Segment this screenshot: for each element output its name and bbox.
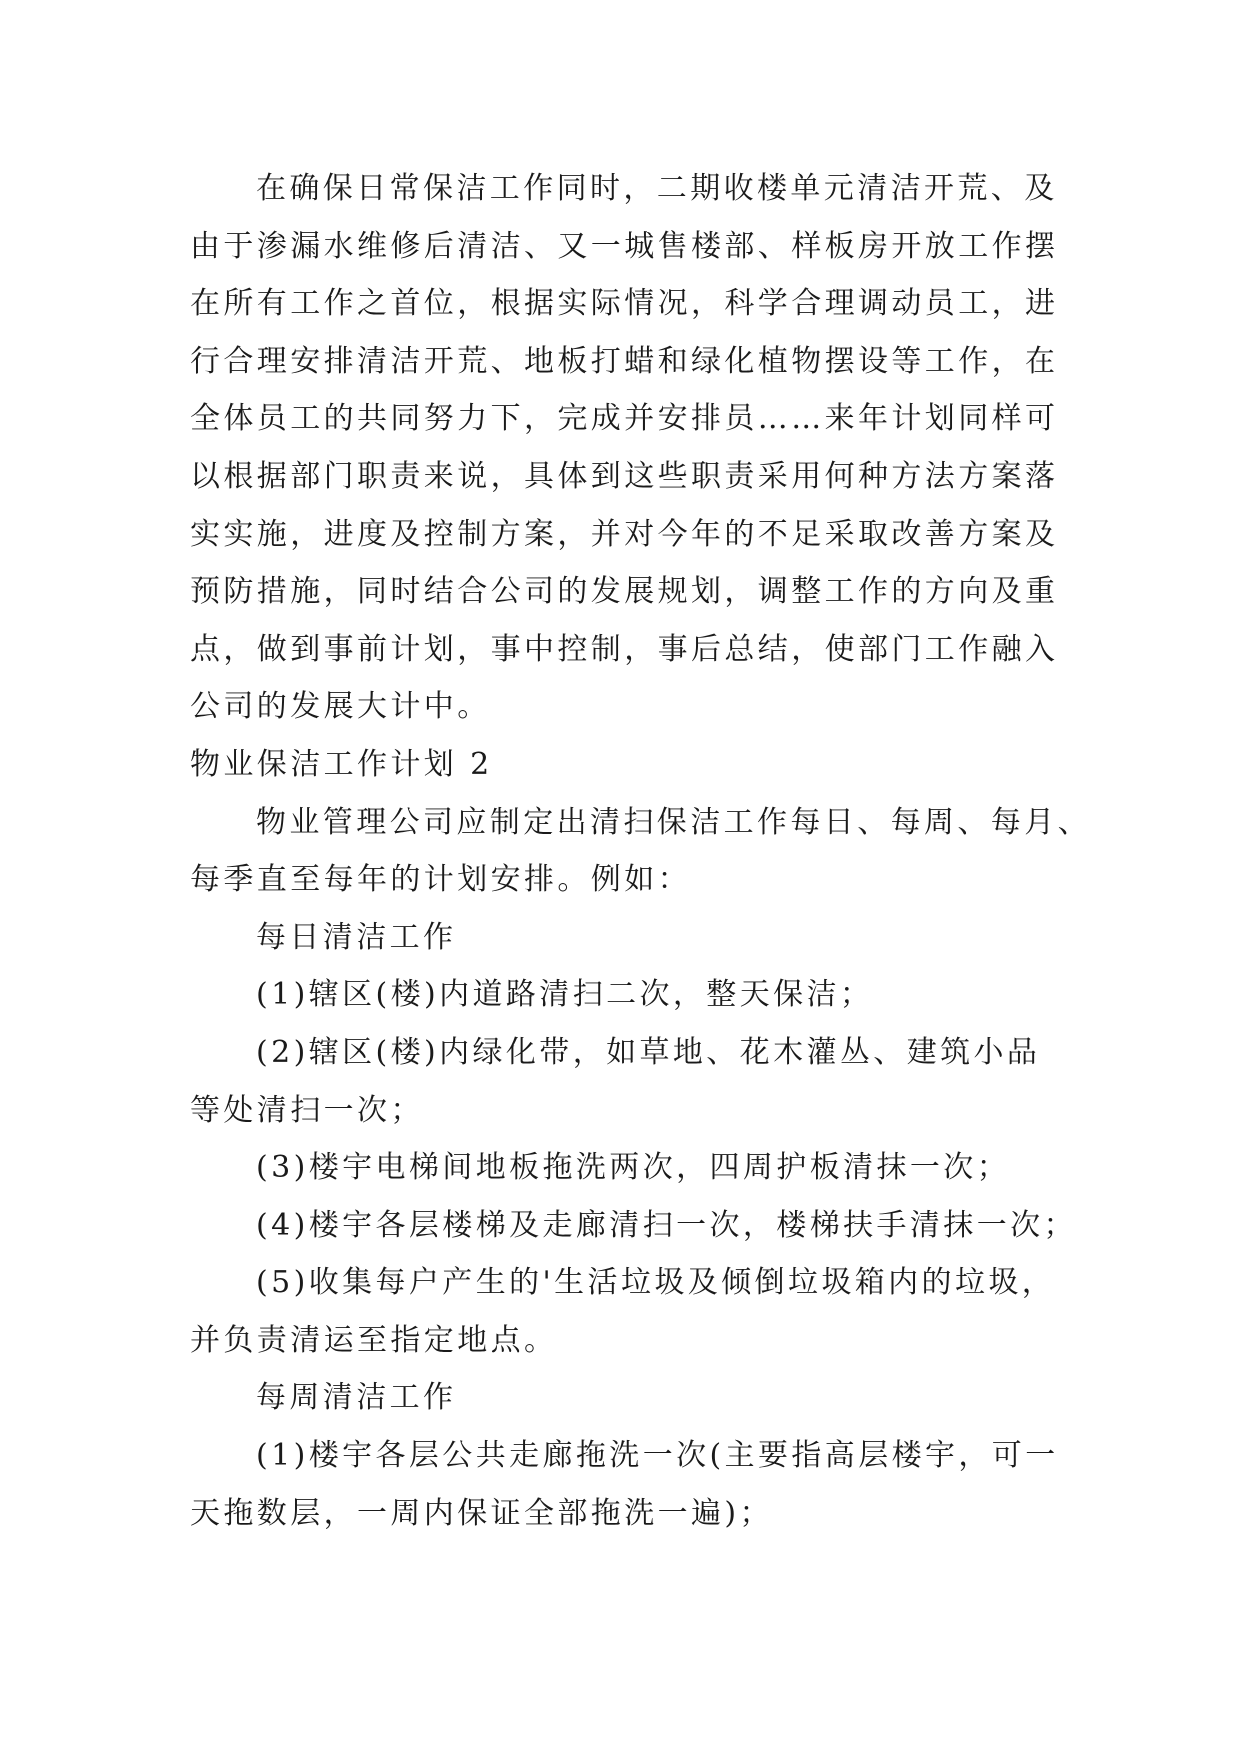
text-line: 在确保日常保洁工作同时，二期收楼单元清洁开荒、及 bbox=[256, 171, 1058, 206]
text-line: 由于渗漏水维修后清洁、又一城售楼部、样板房开放工作摆 bbox=[190, 228, 1059, 264]
list-item: (3)楼宇电梯间地板拖洗两次，四周护板清抹一次； bbox=[256, 1150, 1011, 1186]
text-line: 每季直至每年的计划安排。例如： bbox=[190, 862, 691, 898]
text-line: 点，做到事前计划，事中控制，事后总结，使部门工作融入 bbox=[190, 631, 1059, 667]
text-line: 以根据部门职责来说，具体到这些职责采用何种方法方案落 bbox=[190, 458, 1059, 494]
text-line: 实实施，进度及控制方案，并对今年的不足采取改善方案及 bbox=[190, 516, 1059, 552]
list-item: (4)楼宇各层楼梯及走廊清扫一次，楼梯扶手清抹一次； bbox=[256, 1207, 1077, 1243]
text-line: 等处清扫一次； bbox=[190, 1092, 424, 1128]
list-item: (5)收集每户产生的'生活垃圾及倾倒垃圾箱内的垃圾， bbox=[256, 1265, 1056, 1301]
section-heading: 物业保洁工作计划 2 bbox=[190, 746, 493, 782]
text-line: 并负责清运至指定地点。 bbox=[190, 1322, 558, 1358]
text-line: 行合理安排清洁开荒、地板打蜡和绿化植物摆设等工作，在 bbox=[190, 343, 1059, 379]
document-page bbox=[190, 160, 1091, 1542]
list-item: (1)辖区(楼)内道路清扫二次，整天保洁； bbox=[256, 977, 874, 1013]
list-item: (1)楼宇各层公共走廊拖洗一次(主要指高层楼宇，可一 bbox=[256, 1438, 1059, 1474]
text-line: 天拖数层，一周内保证全部拖洗一遍)； bbox=[190, 1495, 773, 1531]
text-line: 预防措施，同时结合公司的发展规划，调整工作的方向及重 bbox=[190, 574, 1059, 610]
text-line: 物业管理公司应制定出清扫保洁工作每日、每周、每月、 bbox=[256, 804, 1091, 840]
subsection-heading: 每日清洁工作 bbox=[256, 919, 457, 955]
text-line: 公司的发展大计中。 bbox=[190, 689, 491, 725]
text-line: 全体员工的共同努力下，完成并安排员……来年计划同样可 bbox=[190, 401, 1059, 437]
list-item: (2)辖区(楼)内绿化带，如草地、花木灌丛、建筑小品 bbox=[256, 1034, 1041, 1070]
subsection-heading: 每周清洁工作 bbox=[256, 1380, 457, 1416]
text-line: 在所有工作之首位，根据实际情况，科学合理调动员工，进 bbox=[190, 286, 1059, 322]
